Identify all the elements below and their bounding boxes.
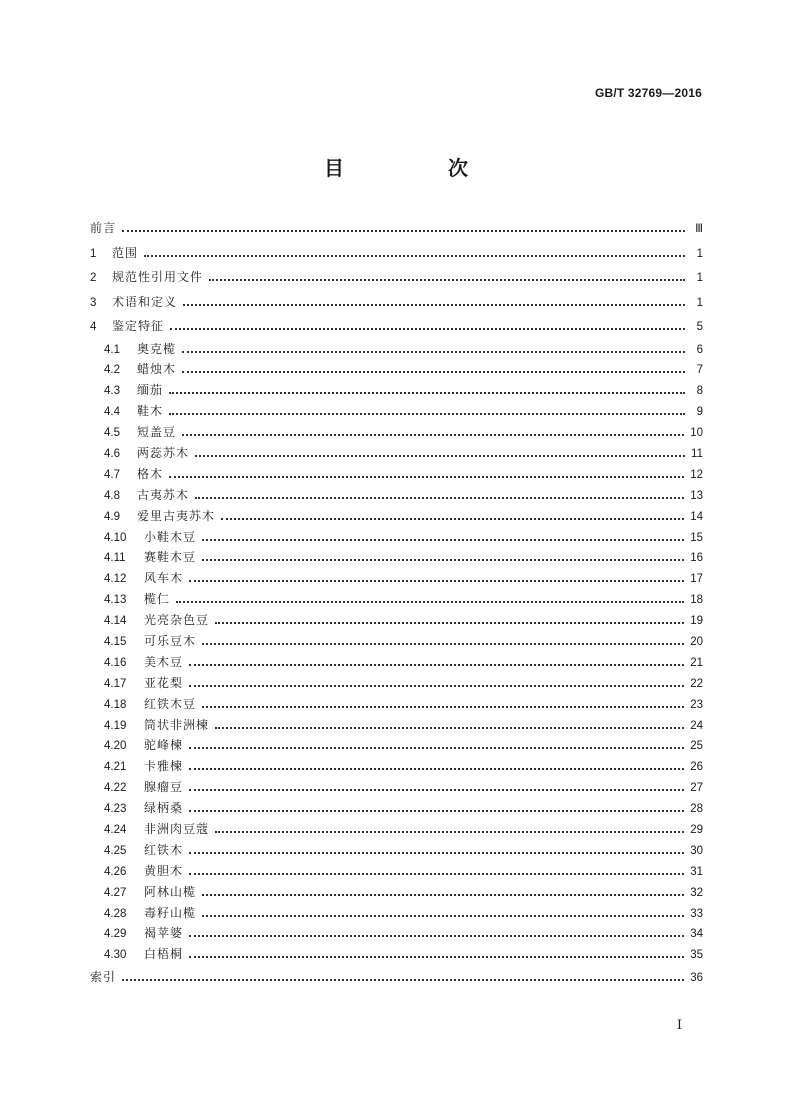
toc-entry-page: 17	[690, 573, 703, 586]
toc-entry-number: 4.7	[104, 468, 120, 481]
toc-entry[interactable]	[90, 527, 703, 548]
standard-code: GB/T 32769—2016	[594, 86, 702, 100]
toc-entry-label: 两蕊苏木	[137, 445, 190, 460]
toc-entry-label: 红铁木	[144, 842, 184, 857]
toc-entry[interactable]	[90, 652, 703, 673]
dot-leader	[182, 351, 685, 353]
toc-entry-page: 1	[696, 272, 703, 284]
toc-entry-label: 风车木	[144, 571, 184, 586]
toc-entry-page: 27	[690, 782, 703, 795]
toc-entry-label: 范围	[112, 245, 139, 260]
toc-entry-label: 美木豆	[144, 654, 184, 669]
toc-entry[interactable]	[90, 422, 703, 443]
toc-entry-page: 7	[696, 364, 703, 377]
dot-leader	[202, 539, 684, 541]
toc-entry-page: 11	[691, 447, 703, 460]
toc-entry-number: 3	[90, 296, 97, 309]
toc-entry-page: 34	[690, 928, 703, 941]
toc-entry-label: 驼峰楝	[144, 738, 184, 753]
toc-entry-number: 4.18	[104, 698, 127, 711]
toc-entry-number: 4.11	[104, 552, 126, 565]
toc-entry-label: 鞋木	[137, 404, 164, 419]
dot-leader	[215, 831, 684, 833]
toc-entry-label: 赛鞋木豆	[144, 550, 197, 565]
dot-leader	[182, 371, 685, 373]
toc-entry[interactable]	[90, 923, 703, 944]
toc-entry-page: 1	[696, 296, 703, 309]
toc-entry-number: 4.25	[104, 844, 127, 857]
toc-entry-page: 12	[690, 468, 703, 481]
toc-entry-label: 光亮杂色豆	[144, 613, 210, 628]
dot-leader	[170, 328, 685, 330]
toc-entry[interactable]	[90, 339, 703, 360]
toc-entry[interactable]	[90, 589, 703, 610]
toc-entry[interactable]	[90, 777, 703, 798]
toc-entry-label: 亚花梨	[144, 675, 184, 690]
toc-entry[interactable]	[90, 314, 703, 339]
toc-entry-page: 35	[690, 949, 703, 962]
toc-entry[interactable]	[90, 547, 703, 568]
toc-entry[interactable]	[90, 840, 703, 861]
dot-leader	[189, 685, 684, 687]
toc-entry-number: 4.27	[104, 886, 127, 899]
toc-entry-label: 小鞋木豆	[144, 529, 197, 544]
toc-entry-label: 非洲肉豆蔻	[144, 821, 210, 836]
dot-leader	[122, 979, 684, 981]
toc-entry-page: 13	[690, 489, 703, 502]
toc-entry[interactable]	[90, 756, 703, 777]
toc-entry-page: 19	[690, 615, 703, 628]
toc-entry-label: 奥克榄	[137, 341, 177, 356]
dot-leader	[189, 664, 684, 666]
dot-leader	[189, 747, 684, 749]
toc-entry-page: 29	[690, 823, 703, 836]
toc-entry-page: 25	[690, 740, 703, 753]
toc-entry[interactable]	[90, 485, 703, 506]
toc-entry-number: 4.29	[104, 928, 127, 941]
toc-entry-number: 4.14	[104, 615, 127, 628]
toc-entry-number: 4.30	[104, 949, 127, 962]
dot-leader	[215, 727, 684, 729]
toc-entry[interactable]	[90, 443, 703, 464]
toc-entry[interactable]	[90, 631, 703, 652]
toc-entry[interactable]	[90, 290, 703, 315]
toc-entry-page: 9	[696, 406, 703, 419]
dot-leader	[122, 230, 685, 232]
toc-entry-page: 15	[690, 531, 703, 544]
toc-entry-number: 4.15	[104, 635, 127, 648]
toc-entry[interactable]	[90, 241, 703, 266]
toc-entry-number: 4.1	[104, 343, 120, 356]
toc-entry-label: 规范性引用文件	[112, 270, 204, 284]
dot-leader	[202, 894, 684, 896]
toc-entry-page: 24	[690, 719, 703, 732]
toc-entry-page: 20	[690, 635, 703, 648]
toc-entry-label: 格木	[137, 466, 164, 481]
toc-entry[interactable]	[90, 965, 703, 990]
toc-entry-label: 爱里古夷苏木	[137, 508, 216, 523]
toc-entry-number: 4.28	[104, 907, 127, 920]
toc-entry-label: 术语和定义	[112, 294, 178, 309]
page-title: 目 次	[324, 156, 510, 180]
toc-entry[interactable]	[90, 944, 703, 965]
toc-entry-label: 卡雅楝	[144, 759, 184, 774]
toc-entry[interactable]	[90, 798, 703, 819]
toc-entry-number: 4.5	[104, 427, 120, 440]
toc-entry-label: 红铁木豆	[144, 696, 197, 711]
toc-entry-page: 8	[696, 385, 703, 398]
toc-entry[interactable]	[90, 819, 703, 840]
toc-entry-label: 缅茄	[137, 383, 164, 398]
toc-entry-number: 2	[90, 272, 97, 284]
dot-leader	[221, 518, 684, 520]
toc-entry-label: 可乐豆木	[144, 633, 197, 648]
dot-leader	[169, 476, 684, 478]
dot-leader	[144, 255, 685, 257]
toc-entry-number: 4.4	[104, 406, 120, 419]
toc-entry-number: 4.24	[104, 823, 127, 836]
toc-entry-number: 4.26	[104, 865, 127, 878]
toc-entry-page: 6	[696, 343, 703, 356]
toc-entry[interactable]	[90, 673, 703, 694]
toc-entry[interactable]	[90, 903, 703, 924]
page-folio: Ⅰ	[676, 1018, 682, 1033]
toc-entry-page: 21	[690, 656, 703, 669]
toc-entry-page: 23	[690, 698, 703, 711]
table-of-contents	[90, 216, 703, 990]
toc-entry-page: 1	[696, 247, 703, 260]
dot-leader	[189, 935, 684, 937]
dot-leader	[169, 413, 685, 415]
toc-entry[interactable]	[90, 401, 703, 422]
toc-entry-label: 榄仁	[144, 592, 171, 607]
toc-entry-number: 4.6	[104, 447, 120, 460]
dot-leader	[189, 580, 684, 582]
toc-entry-number: 4.2	[104, 364, 120, 377]
toc-entry-label: 古夷苏木	[137, 487, 190, 502]
toc-entry-number: 4.12	[104, 573, 127, 586]
dot-leader	[195, 455, 685, 457]
toc-entry-number: 4.19	[104, 719, 127, 732]
toc-entry-number: 4.21	[104, 761, 127, 774]
toc-entry-label: 索引	[90, 970, 117, 985]
toc-entry-label: 筒状非洲楝	[144, 717, 210, 732]
dot-leader	[189, 873, 684, 875]
dot-leader	[169, 392, 685, 394]
toc-entry[interactable]	[90, 568, 703, 589]
toc-entry-page: 14	[690, 510, 703, 523]
toc-entry-number: 4.9	[104, 510, 120, 523]
toc-entry-page: Ⅲ	[695, 223, 703, 235]
toc-entry[interactable]	[90, 506, 703, 527]
toc-entry-number: 4.13	[104, 594, 127, 607]
toc-entry-label: 褐苹婆	[144, 926, 184, 941]
toc-entry-page: 22	[690, 677, 703, 690]
dot-leader	[189, 768, 684, 770]
toc-entry-label: 白梧桐	[144, 947, 184, 962]
toc-entry[interactable]	[90, 694, 703, 715]
toc-entry[interactable]	[90, 464, 703, 485]
toc-entry-label: 毒籽山榄	[144, 905, 197, 920]
toc-entry-page: 26	[690, 761, 703, 774]
dot-leader	[202, 643, 684, 645]
toc-entry[interactable]	[90, 380, 703, 401]
toc-entry-number: 4.22	[104, 782, 127, 795]
dot-leader	[182, 434, 684, 436]
toc-entry-label: 绿柄桑	[144, 801, 184, 816]
dot-leader	[215, 622, 684, 624]
dot-leader	[176, 601, 684, 603]
toc-entry-label: 鉴定特征	[112, 319, 165, 333]
toc-entry-number: 4.23	[104, 803, 127, 816]
toc-entry-page: 18	[690, 594, 703, 607]
toc-entry-number: 4.20	[104, 740, 127, 753]
toc-entry-number: 4.16	[104, 656, 127, 669]
dot-leader	[202, 915, 684, 917]
toc-entry[interactable]	[90, 861, 703, 882]
toc-entry-number: 4	[90, 321, 97, 333]
toc-entry-number: 1	[90, 247, 97, 260]
toc-entry-label: 腺瘤豆	[144, 780, 184, 795]
toc-entry-page: 36	[690, 972, 703, 985]
toc-entry[interactable]	[90, 216, 703, 241]
toc-entry-number: 4.17	[104, 677, 127, 690]
toc-entry-page: 33	[690, 907, 703, 920]
dot-leader	[202, 706, 684, 708]
toc-entry[interactable]	[90, 715, 703, 736]
toc-entry[interactable]	[90, 882, 703, 903]
dot-leader	[189, 852, 684, 854]
toc-entry-page: 10	[690, 427, 703, 440]
toc-entry[interactable]	[90, 735, 703, 756]
toc-entry[interactable]	[90, 610, 703, 631]
toc-entry-label: 前言	[90, 221, 117, 235]
toc-entry-label: 阿林山榄	[144, 884, 197, 899]
dot-leader	[189, 810, 684, 812]
dot-leader	[209, 279, 685, 281]
dot-leader	[202, 559, 684, 561]
toc-entry-number: 4.3	[104, 385, 120, 398]
toc-entry-page: 31	[690, 865, 703, 878]
toc-entry-label: 黄胆木	[144, 863, 184, 878]
toc-entry-page: 32	[690, 886, 703, 899]
toc-entry-label: 蜡烛木	[137, 362, 177, 377]
dot-leader	[183, 304, 685, 306]
toc-entry-page: 30	[690, 844, 703, 857]
dot-leader	[189, 789, 684, 791]
toc-entry[interactable]	[90, 359, 703, 380]
toc-entry-label: 短盖豆	[137, 425, 177, 440]
toc-entry-number: 4.8	[104, 489, 120, 502]
toc-entry-number: 4.10	[104, 531, 127, 544]
toc-entry[interactable]	[90, 265, 703, 290]
toc-entry-page: 28	[690, 803, 703, 816]
dot-leader	[189, 956, 684, 958]
toc-entry-page: 16	[690, 552, 703, 565]
toc-entry-page: 5	[696, 321, 703, 333]
dot-leader	[195, 497, 684, 499]
